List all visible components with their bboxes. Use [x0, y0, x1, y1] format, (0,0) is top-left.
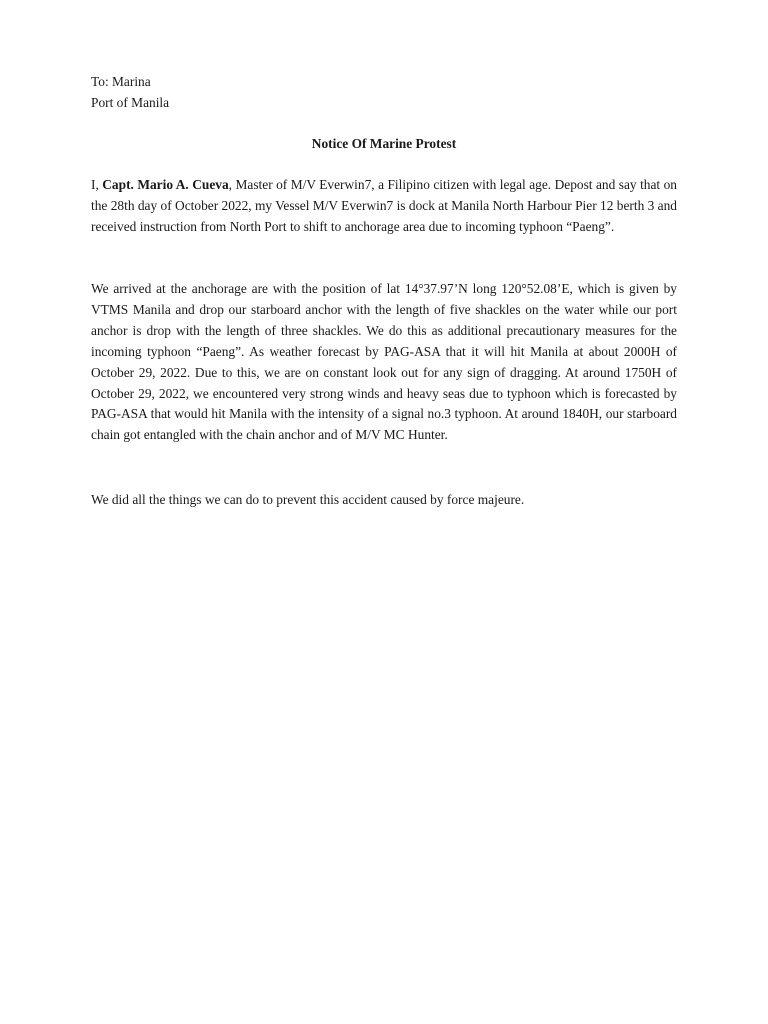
captain-name: Capt. Mario A. Cueva	[102, 177, 229, 192]
document-title: Notice Of Marine Protest	[311, 136, 457, 151]
paragraph-incident-details: We arrived at the anchorage are with the position of lat 14°37.97’N long 120°52.08’E, which is given by VTMS Manila and drop our starboard anchor with the length of five shackles on the water while our port anchor is drop with the length of three shackles. We do this as additional precautionary measures for the incoming typhoon “Paeng”. As weather forecast by PAG-ASA that it will hit Manila at about 2000H of October 29, 2022. Due to this, we are on constant look out for any sign of dragging. At around 1750H of October 29, 2022, we encountered very strong winds and heavy seas due to typhoon which is forecasted by PAG-ASA that would hit Manila with the intensity of a signal no.3 typhoon. At around 1840H, our starboard chain got entangled with the chain anchor and of M/V MC Hunter.	[91, 281, 677, 443]
intro-prefix: I,	[91, 177, 103, 192]
recipient-to-line: To: Marina	[91, 74, 151, 89]
intro-rest: , Master of M/V Everwin7, a Filipino citizen with legal age. Depost and say that on the 28th day of October 2022, my Vessel M/V Everwin7 is dock at Manila North Harbour Pier 12 berth 3 and received instruction from North Port to shift to anchorage area due to incoming typhoon “Paeng”.	[91, 177, 677, 234]
paragraph-conclusion: We did all the things we can do to prevent this accident caused by force majeure.	[91, 492, 525, 507]
recipient-port-line: Port of Manila	[91, 95, 170, 110]
recipient-address	[91, 71, 169, 113]
paragraph-introduction	[91, 175, 677, 238]
